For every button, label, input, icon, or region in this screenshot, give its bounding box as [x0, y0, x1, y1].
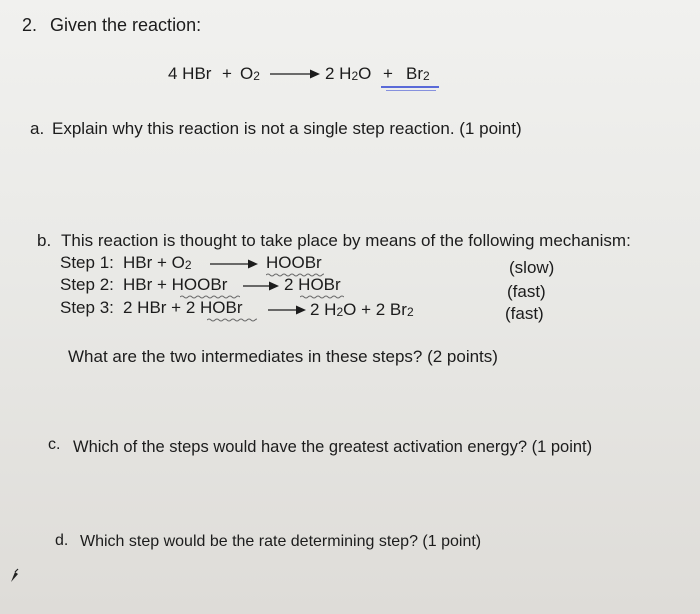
question-number: 2.	[22, 15, 38, 35]
part-c-text: Which of the steps would have the greatest activation energy? (1 point)	[73, 438, 593, 456]
step-1-left-subscript: 2	[184, 258, 192, 272]
overall-reactant-o2	[240, 64, 260, 86]
step-1-label: Step 1:	[60, 253, 114, 272]
step-2-left: HBr + HOOBr	[123, 275, 228, 294]
question-prompt: Given the reaction:	[50, 15, 202, 35]
pen-mark-icon	[9, 568, 21, 584]
step-1-arrow	[210, 258, 258, 270]
part-b-text: This reaction is thought to take place by means of the following mechanism:	[61, 231, 631, 250]
step-1-left-text: HBr + O	[123, 253, 185, 272]
h2o-symbol-o: O	[358, 64, 372, 83]
h2o-subscript: 2	[351, 69, 359, 83]
part-a-letter: a.	[30, 119, 45, 138]
step-3-wavy-underline	[207, 318, 257, 322]
step-1-rate: (slow)	[509, 258, 555, 277]
overall-product-h2o	[325, 64, 371, 86]
step-3-rate: (fast)	[505, 304, 544, 323]
step-2-right-wavy-underline	[300, 295, 344, 299]
step-1-right: HOOBr	[266, 253, 322, 272]
part-d-letter: d.	[55, 532, 69, 549]
step-3-label: Step 3:	[60, 298, 114, 317]
part-c-letter: c.	[48, 436, 61, 453]
overall-plus-2: +	[383, 64, 393, 83]
step-2-arrow	[243, 280, 279, 292]
part-d-text: Which step would be the rate determining step? (1 point)	[80, 533, 482, 550]
overall-reaction-arrow	[270, 68, 320, 80]
o2-subscript: 2	[253, 69, 260, 83]
step-3-right-rest: O + 2 Br	[343, 300, 407, 319]
step-2-label: Step 2:	[60, 275, 114, 294]
part-b-letter: b.	[37, 231, 52, 250]
step-2-rate: (fast)	[507, 282, 546, 301]
blue-underline-mark	[381, 86, 439, 88]
o2-symbol: O	[240, 64, 254, 83]
blue-underline-mark-2	[386, 90, 436, 91]
br2-subscript: 2	[423, 69, 430, 83]
overall-plus-1: +	[222, 64, 232, 83]
step-3-right-h: 2 H	[310, 300, 337, 319]
step-3-right-h-subscript: 2	[336, 305, 344, 319]
step-3-right-br-subscript: 2	[406, 305, 414, 319]
part-b-question: What are the two intermediates in these steps? (2 points)	[68, 347, 498, 366]
br2-symbol: Br	[406, 64, 423, 83]
part-a-text: Explain why this reaction is not a single step reaction. (1 point)	[52, 119, 522, 138]
h2o-symbol-h: 2 H	[325, 64, 352, 83]
step-1-left	[123, 253, 192, 275]
step-3-left: 2 HBr + 2 HOBr	[123, 298, 243, 317]
step-3-arrow	[268, 304, 306, 316]
overall-product-br2	[406, 64, 430, 86]
step-2-right: 2 HOBr	[284, 275, 341, 294]
overall-reactant-hbr: 4 HBr	[168, 64, 212, 83]
step-3-right	[310, 300, 414, 322]
